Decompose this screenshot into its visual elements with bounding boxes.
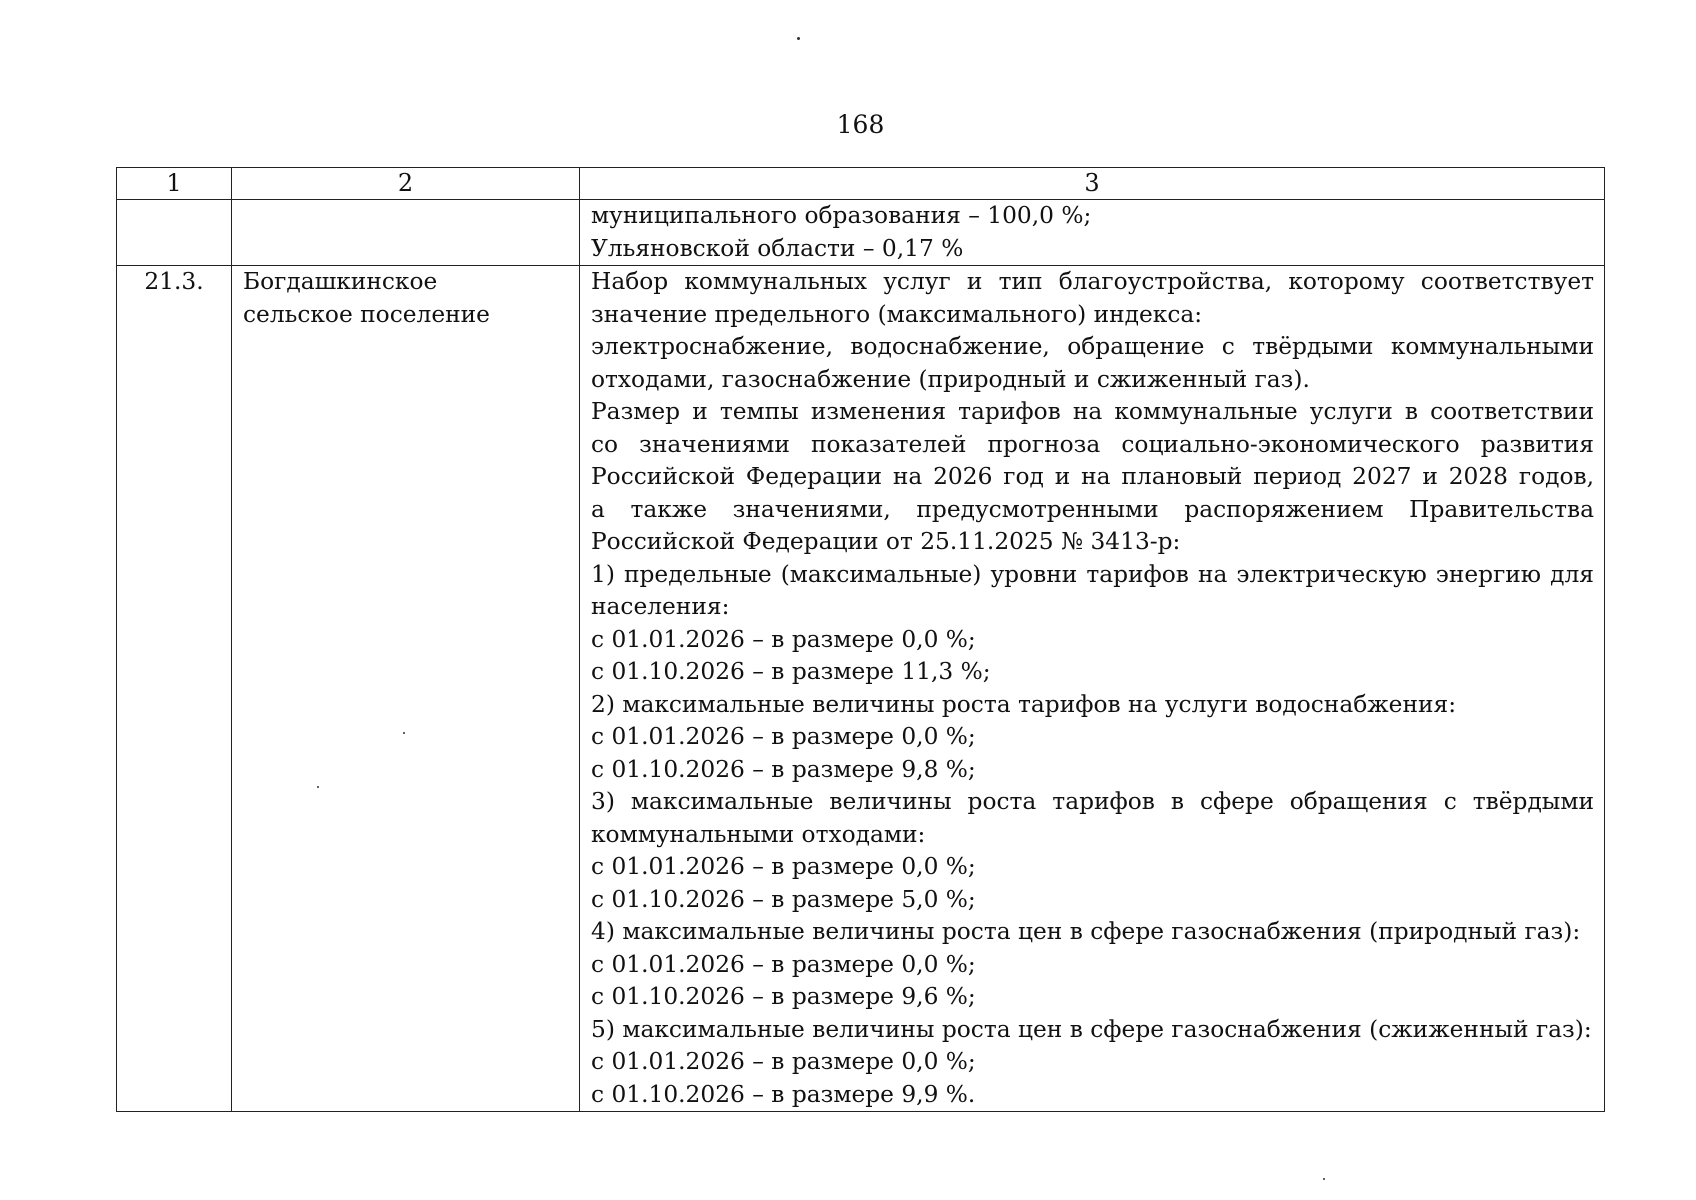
text-line: 1) предельные (максимальные) уровни тарифов на электрическую энергию для	[591, 560, 1594, 588]
scan-speck	[317, 786, 319, 788]
header-col-2: 2	[232, 168, 580, 200]
settlement-name	[232, 266, 580, 1112]
settlement-name-line: сельское поселение	[243, 300, 490, 328]
table-row	[117, 266, 1605, 1112]
text-line: а также значениями, предусмотренными распоряжением Правительства	[591, 495, 1594, 523]
text-line: Набор коммунальных услуг и тип благоустройства, которому соответствует	[591, 268, 1594, 295]
text-line: значение предельного (максимального) индекса:	[591, 300, 1203, 328]
text-line: муниципального образования – 100,0 %;	[591, 202, 1092, 229]
tariff-table	[116, 167, 1605, 1112]
cell-empty-number	[117, 200, 232, 266]
text-line: 4) максимальные величины роста цен в сфере газоснабжения (природный газ):	[591, 918, 1581, 945]
text-line: 3) максимальные величины роста тарифов в сфере обращения с твёрдыми	[591, 788, 1594, 815]
tariff-description	[580, 266, 1605, 1112]
header-col-1: 1	[117, 168, 232, 200]
text-line: с 01.10.2026 – в размере 11,3 %;	[591, 658, 991, 685]
row-number: 21.3.	[117, 266, 232, 1112]
page-number: 168	[836, 110, 885, 139]
text-line: с 01.01.2026 – в размере 0,0 %;	[591, 950, 976, 978]
text-line: населения:	[591, 593, 730, 620]
text-line: Российской Федерации на 2026 год и на плановый период 2027 и 2028 годов,	[591, 463, 1594, 490]
text-line: с 01.01.2026 – в размере 0,0 %;	[591, 723, 976, 750]
scan-speck	[403, 732, 405, 734]
text-line: с 01.01.2026 – в размере 0,0 %;	[591, 1048, 976, 1075]
table-row-continuation	[117, 200, 1605, 266]
text-line: Размер и темпы изменения тарифов на коммунальные услуги в соответствии	[591, 398, 1594, 425]
text-line: 2) максимальные величины роста тарифов на услуги водоснабжения:	[591, 690, 1457, 718]
text-line: отходами, газоснабжение (природный и сжиженный газ).	[591, 365, 1310, 393]
text-line: 5) максимальные величины роста цен в сфере газоснабжения (сжиженный газ):	[591, 1015, 1592, 1043]
text-line: с 01.10.2026 – в размере 9,9 %.	[591, 1080, 976, 1108]
cell-continuation-text	[580, 200, 1605, 266]
text-line: электроснабжение, водоснабжение, обращение с твёрдыми коммунальными	[591, 333, 1594, 360]
text-line: со значениями показателей прогноза социально-экономического развития	[591, 430, 1594, 458]
text-line: с 01.01.2026 – в размере 0,0 %;	[591, 853, 976, 880]
scan-speck	[797, 37, 800, 40]
text-line: Российской Федерации от 25.11.2025 № 3413-р:	[591, 528, 1181, 555]
text-line: с 01.10.2026 – в размере 5,0 %;	[591, 885, 976, 913]
cell-empty-name	[232, 200, 580, 266]
text-line: коммунальными отходами:	[591, 820, 926, 848]
text-line: с 01.10.2026 – в размере 9,6 %;	[591, 983, 976, 1010]
settlement-name-line: Богдашкинское	[243, 268, 438, 295]
table-header-row	[117, 168, 1605, 200]
header-col-3: 3	[580, 168, 1605, 200]
scan-speck	[1323, 1178, 1325, 1180]
text-line: с 01.01.2026 – в размере 0,0 %;	[591, 625, 976, 653]
text-line: с 01.10.2026 – в размере 9,8 %;	[591, 755, 976, 783]
text-line: Ульяновской области – 0,17 %	[591, 234, 964, 262]
